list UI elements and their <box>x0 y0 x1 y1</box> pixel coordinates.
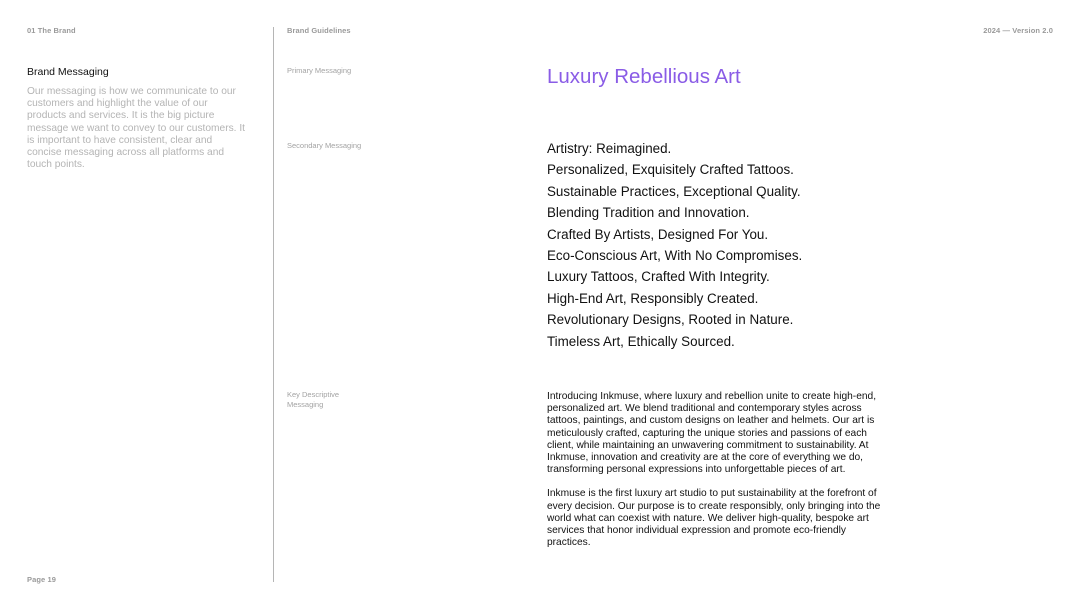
descriptive-message-block <box>547 391 887 561</box>
secondary-messaging-label: Secondary Messaging <box>287 141 362 150</box>
secondary-message-item: High-End Art, Responsibly Created. <box>547 290 759 306</box>
secondary-message-item: Blending Tradition and Innovation. <box>547 205 750 221</box>
descriptive-paragraph: Introducing Inkmuse, where luxury and rebellion unite to create high-end, personalized art. We blend traditional and contemporary styles across tattoos, paintings, and custom designs on leather and helmets. Our art is meticulously crafted, capturing the unique stories and passions of each client, while maintaining an unwavering commitment to sustainability. At Inkmuse, innovation and creativity are at the core of everything we do, transforming personal expressions into unforgettable pieces of art. <box>547 391 877 476</box>
secondary-message-item: Artistry: Reimagined. <box>547 141 672 156</box>
secondary-message-list <box>547 138 802 352</box>
page-title: Brand Messaging <box>27 66 109 78</box>
secondary-message-item: Sustainable Practices, Exceptional Quality. <box>547 183 801 199</box>
secondary-message-item: Luxury Tattoos, Crafted With Integrity. <box>547 269 770 285</box>
descriptive-paragraph: Inkmuse is the first luxury art studio to put sustainability at the forefront of every decision. Our purpose is to create responsibly, only bringing into the world what can coexist with nature. We deliver high-quality, bespoke art services that honor individual expression and promote eco-friendly practices. <box>547 488 881 549</box>
column-divider <box>273 27 274 582</box>
primary-messaging-label: Primary Messaging <box>287 66 352 75</box>
key-descriptive-messaging-label: Key Descriptive Messaging <box>287 390 340 409</box>
document-title: Brand Guidelines <box>287 26 351 35</box>
primary-message-heading: Luxury Rebellious Art <box>547 65 741 88</box>
secondary-message-item: Personalized, Exquisitely Crafted Tattoos. <box>547 162 794 178</box>
secondary-message-item: Revolutionary Designs, Rooted in Nature. <box>547 312 794 328</box>
section-label: 01 The Brand <box>27 26 76 35</box>
version-label: 2024 — Version 2.0 <box>983 26 1053 35</box>
secondary-message-item: Eco-Conscious Art, With No Compromises. <box>547 248 803 264</box>
secondary-message-item: Crafted By Artists, Designed For You. <box>547 226 769 242</box>
secondary-message-item: Timeless Art, Ethically Sourced. <box>547 333 735 349</box>
intro-paragraph: Our messaging is how we communicate to our customers and highlight the value of our products and services. It is the big picture message we want to convey to our customers. It is important to have consistent, clear and concise messaging across all platforms and touch points. <box>27 86 245 171</box>
page-number: Page 19 <box>27 575 57 584</box>
